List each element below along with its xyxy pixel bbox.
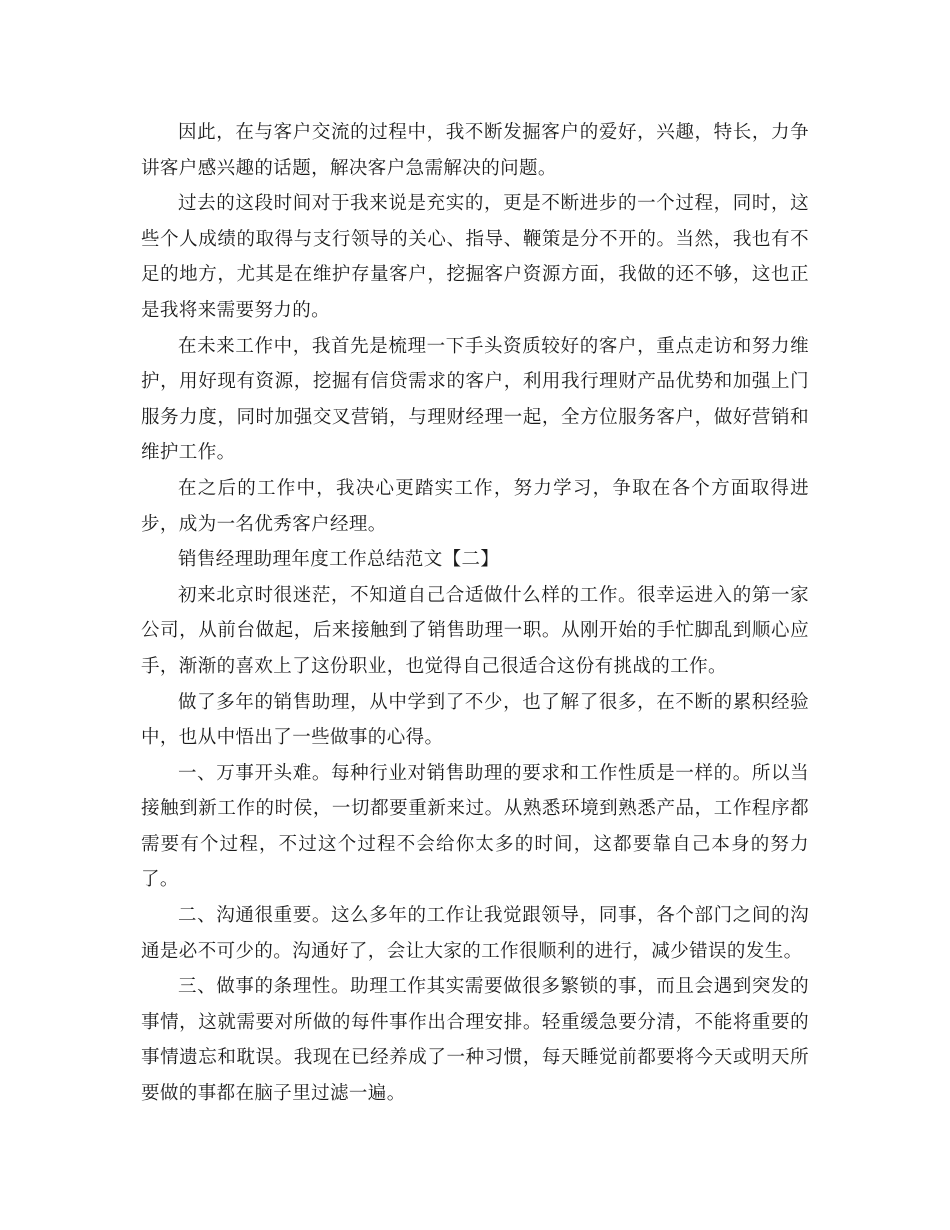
paragraph: 三、做事的条理性。助理工作其实需要做很多繁锁的事，而且会遇到突发的事情，这就需要对所做的每件事作出合理安排。轻重缓急要分清，不能将重要的事情遗忘和耽误。我现在已经养成了一种习惯，每天睡觉前都要将今天或明天所要做的事都在脑子里过滤一遍。 — [141, 976, 809, 1105]
paragraph: 二、沟通很重要。这么多年的工作让我觉跟领导，同事，各个部门之间的沟通是必不可少的。沟通好了，会让大家的工作很顺利的进行，减少错误的发生。 — [141, 905, 809, 962]
paragraph: 一、万事开头难。每种行业对销售助理的要求和工作性质是一样的。所以当接触到新工作的时侯，一切都要重新来过。从熟悉环境到熟悉产品，工作程序都需要有个过程，不过这个过程不会给你太多的时间，这都要靠自己本身的努力了。 — [141, 762, 809, 891]
paragraph: 因此，在与客户交流的过程中，我不断发掘客户的爱好，兴趣，特长，力争讲客户感兴趣的话题，解决客户急需解决的问题。 — [141, 122, 809, 179]
paragraph: 做了多年的销售助理，从中学到了不少，也了解了很多，在不断的累积经验中，也从中悟出了一些做事的心得。 — [141, 691, 809, 749]
paragraph: 过去的这段时间对于我来说是充实的，更是不断进步的一个过程，同时，这些个人成绩的取得与支行领导的关心、指导、鞭策是分不开的。当然，我也有不足的地方，尤其是在维护存量客户，挖掘客户资源方面，我做的还不够，这也正是我将来需要努力的。 — [141, 193, 809, 321]
paragraph: 在之后的工作中，我决心更踏实工作，努力学习，争取在各个方面取得进步，成为一名优秀客户经理。 — [141, 477, 809, 535]
paragraph: 在未来工作中，我首先是梳理一下手头资质较好的客户，重点走访和努力维护，用好现有资源，挖掘有信贷需求的客户，利用我行理财产品优势和加强上门服务力度，同时加强交叉营销，与理财经理一起，全方位服务客户，做好营销和维护工作。 — [141, 335, 809, 464]
paragraph: 初来北京时很迷茫，不知道自己合适做什么样的工作。很幸运进入的第一家公司，从前台做起，后来接触到了销售助理一职。从刚开始的手忙脚乱到顺心应手，渐渐的喜欢上了这份职业，也觉得自己很适合这份有挑战的工作。 — [141, 584, 809, 677]
document-body — [141, 115, 809, 1112]
section-heading: 销售经理助理年度工作总结范文【二】 — [178, 549, 500, 571]
